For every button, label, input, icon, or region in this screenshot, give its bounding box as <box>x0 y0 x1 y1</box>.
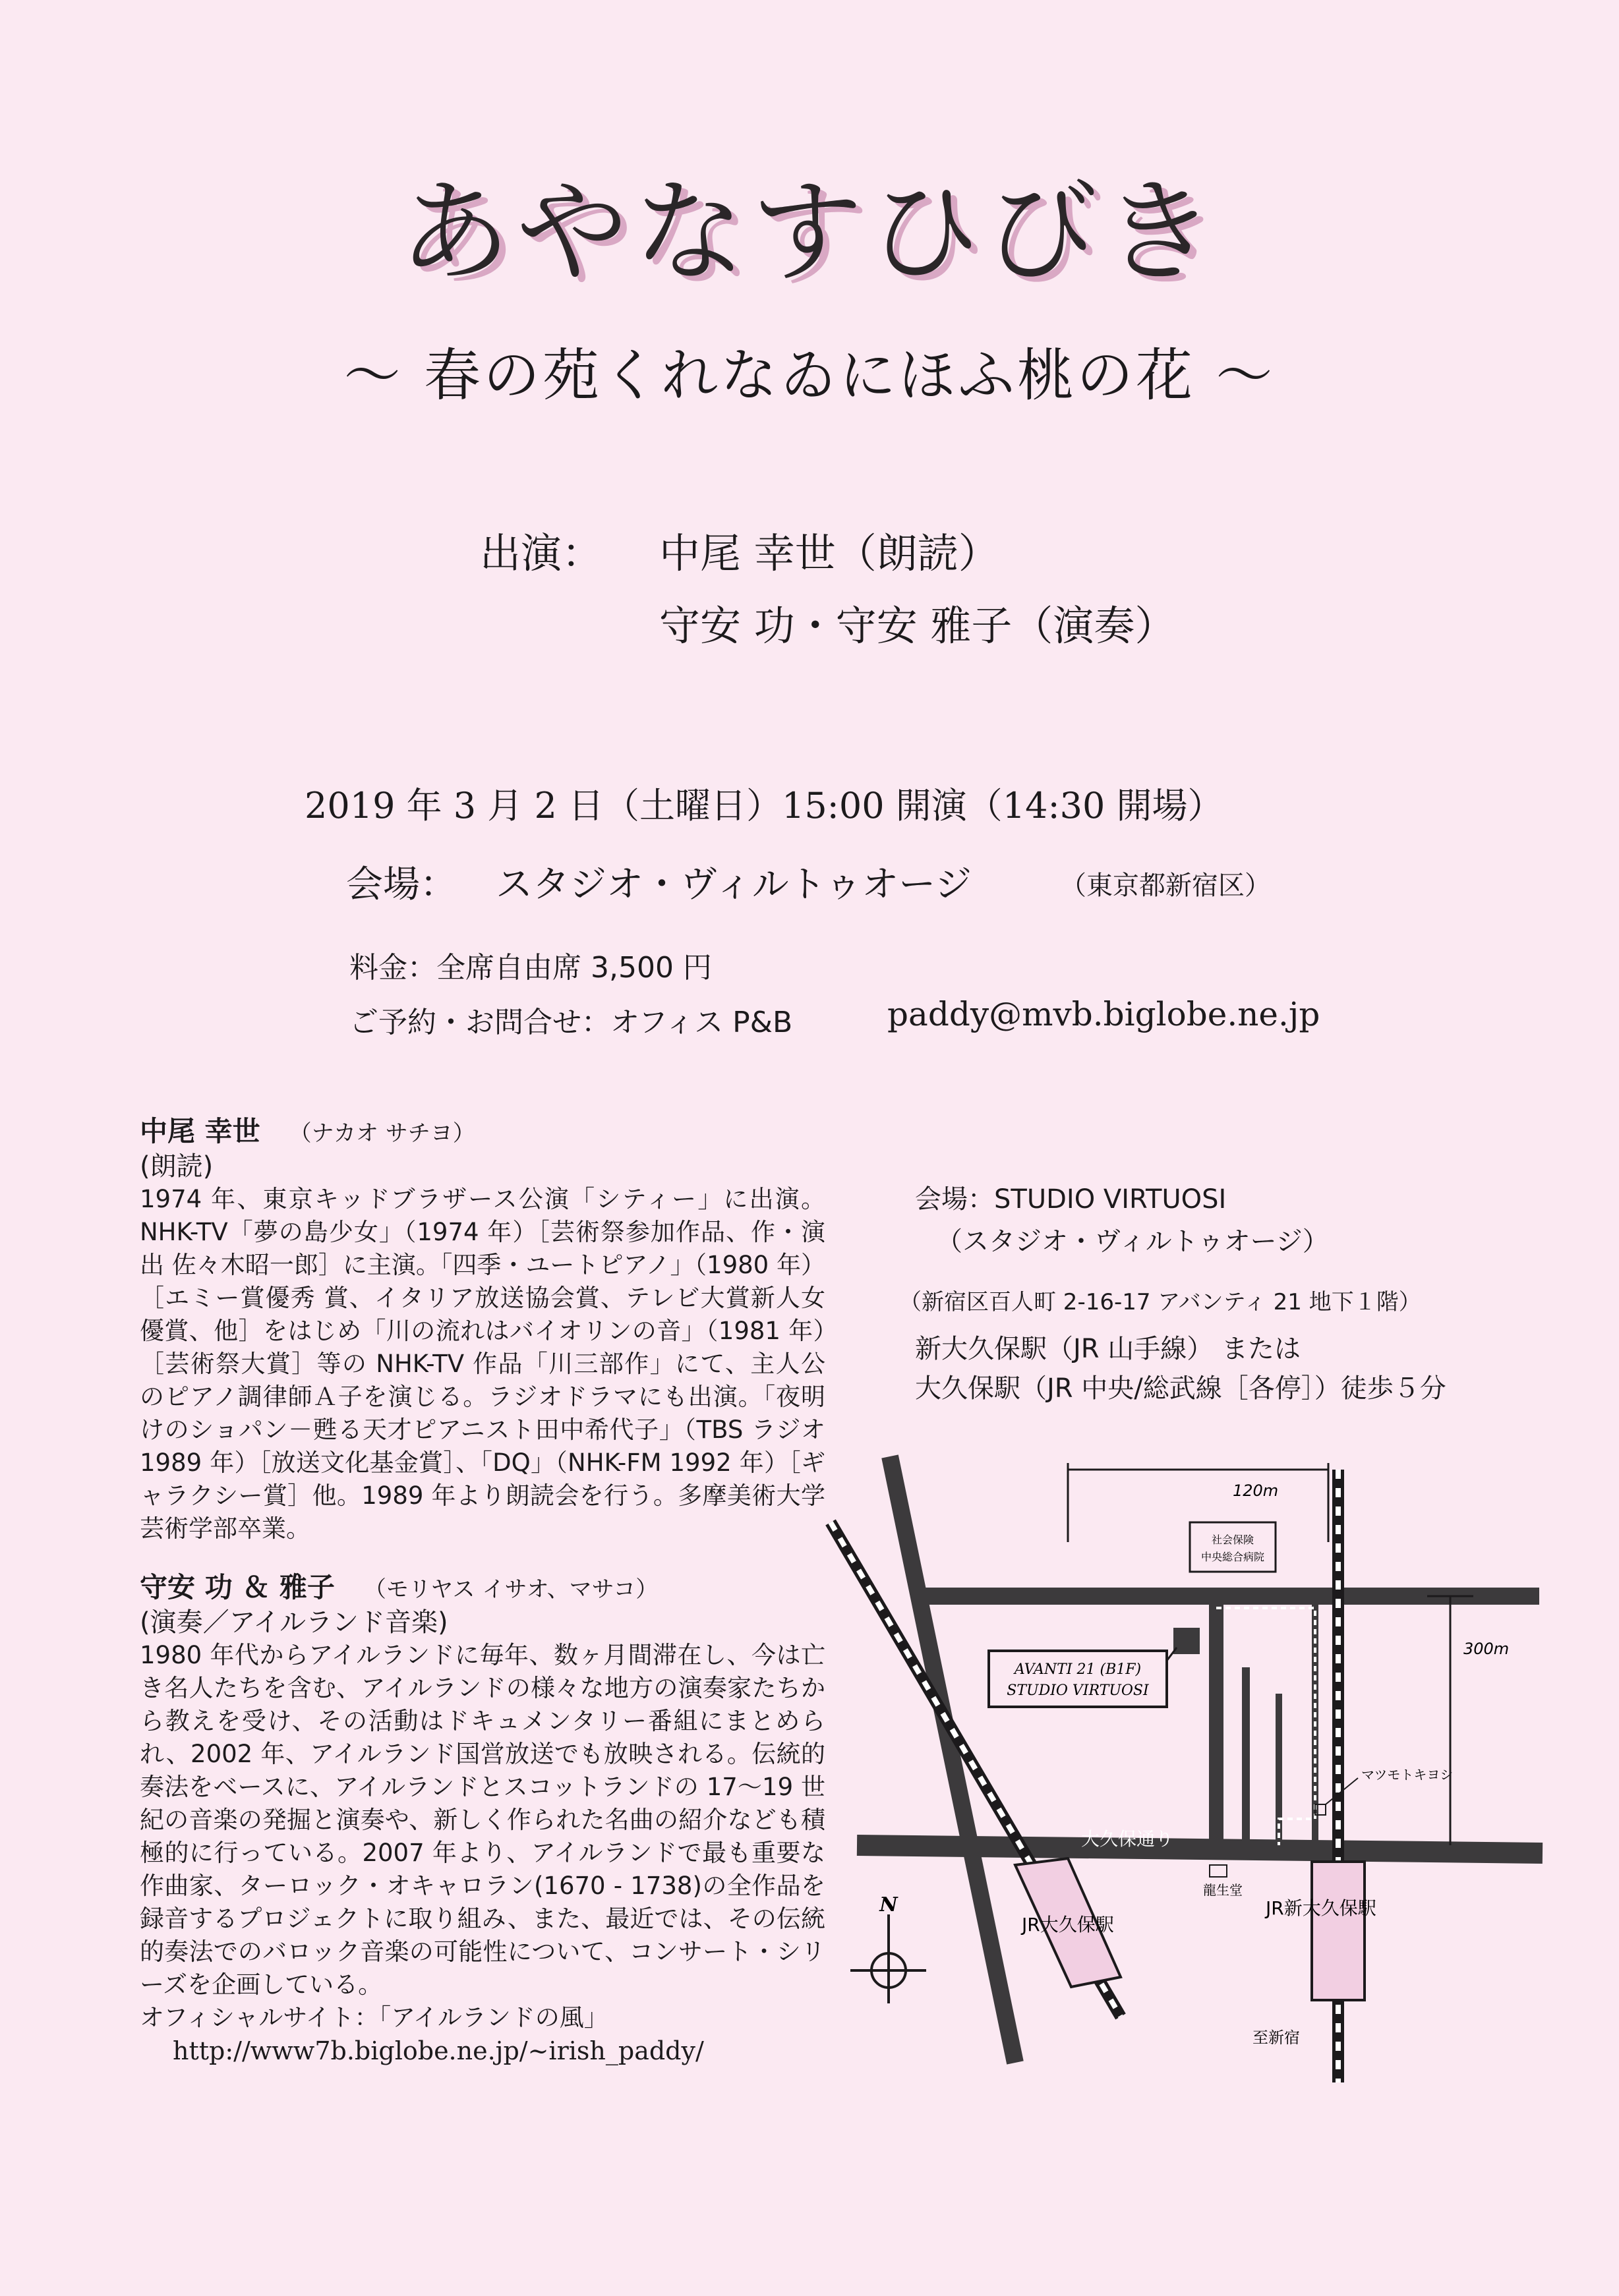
bio-kana: （ナカオ サチヨ） <box>289 1120 475 1147</box>
map-hospital-label-1: 社会保険 <box>1211 1534 1254 1546</box>
performer-line-1: 中尾 幸世（朗読） <box>659 529 999 577</box>
ticket-fee: 料金：全席自由席 3,500 円 <box>349 951 712 985</box>
bio-kana: （モリヤス イサオ、マサコ） <box>363 1576 659 1603</box>
map-ryuseido-marker <box>1210 1865 1227 1877</box>
map-hospital <box>1190 1522 1276 1572</box>
map-dimension-120m: 120m <box>1233 1481 1279 1500</box>
contact-email: paddy@mvb.biglobe.ne.jp <box>887 995 1320 1033</box>
bio-name: 守安 功 ＆ 雅子 <box>140 1571 335 1603</box>
venue-info-label: 会場：STUDIO VIRTUOSI <box>915 1184 1227 1215</box>
event-date: 2019 年 3 月 2 日（土曜日）15:00 開演（14:30 開場） <box>305 785 1223 826</box>
performer-line-2: 守安 功・守安 雅子（演奏） <box>659 602 1176 650</box>
bio-heading <box>140 1115 825 1150</box>
map-venue-label-1: AVANTI 21 (B1F) <box>1014 1661 1142 1678</box>
venue-info-kana: （スタジオ・ヴィルトゥオージ） <box>936 1226 1329 1257</box>
official-site-url[interactable]: http://www7b.biglobe.ne.jp/~irish_paddy/ <box>173 2036 704 2065</box>
bio-role: (演奏／アイルランド音楽) <box>140 1607 448 1638</box>
official-site-label: オフィシャルサイト：「アイルランドの風」 <box>140 2003 608 2032</box>
map-station-shin-okubo-label: JR新大久保駅 <box>1266 1897 1376 1919</box>
map-venue-label-2: STUDIO VIRTUOSI <box>1007 1682 1149 1699</box>
venue-label: 会場： <box>346 863 457 906</box>
map-venue-building <box>1173 1628 1200 1654</box>
map-walking-route <box>1216 1608 1315 1845</box>
page-title: あやなすひびき <box>398 167 1220 298</box>
map-okubo-street-label: 大久保通り <box>1081 1828 1174 1850</box>
bio-body: 1974 年、東京キッドブラザース公演「シティー」に出演。NHK-TV「夢の島少女」（1974 年）［芸術祭参加作品、作・演出 佐々木昭一郎］に主演。「四季・ユートピアノ」（1980 年）［エミー賞優秀 賞、イタリア放送協会賞、テレビ大賞新人女優賞、他］をはじめ「川の流れはバイオリンの音」（1981 年）［芸術祭大賞］等の NHK-TV 作品「川三部作」にて、主人公のピアノ調律師Ａ子を演じる。ラジオドラマにも出演。「夜明けのショパン－甦る天才ピアニスト田中希代子」（TBS ラジオ 1989 年）［放送文化基金賞］、「DQ」（NHK-FM 1992 年）［ギャラクシー賞］他。1989 年より朗読会を行う。多摩美術大学芸術学部卒業。 <box>140 1185 825 1543</box>
map-station-okubo-label: JR大久保駅 <box>1022 1914 1114 1936</box>
venue-location: （東京都新宿区） <box>1060 871 1271 901</box>
map-dimension-300m: 300m <box>1463 1640 1510 1658</box>
map-okubo-street <box>857 1845 1543 1853</box>
map-hospital-label-2: 中央総合病院 <box>1200 1551 1265 1563</box>
access-line-2: 大久保駅（JR 中央/総武線［各停］）徒歩５分 <box>915 1373 1446 1404</box>
page-subtitle: ～ 春の苑くれなゐにほふ桃の花 ～ <box>343 343 1276 409</box>
performers-label: 出演： <box>480 529 603 577</box>
bio-body: 1980 年代からアイルランドに毎年、数ヶ月間滞在し、今は亡き名人たちを含む、アイルランドの様々な地方の演奏家たちから教えを受け、その活動はドキュメンタリー番組にまとめられ、2002 年、アイルランド国営放送でも放映される。伝統的奏法をベースに、アイルランドとスコットランドの 17～19 世紀の音楽の発掘と演奏や、新しく作られた名曲の紹介なども積極的に行っている。2007 年より、アイルランドで最も重要な作曲家、ターロック・オキャロラン(1670 - 1738)の全作品を録音するプロジェクトに取り組み、また、最近では、その伝統的奏法でのバロック音楽の可能性について、コンサート・シリーズを企画している。 <box>140 1641 825 1999</box>
access-line-1: 新大久保駅（JR 山手線） または <box>915 1334 1301 1364</box>
bio-role: (朗読) <box>140 1151 214 1182</box>
map-to-shinjuku: 至新宿 <box>1252 2028 1300 2047</box>
bio-heading <box>140 1571 825 1606</box>
venue-map <box>817 1450 1556 2082</box>
bio-moriyasu <box>140 1571 825 2067</box>
contact-info: ご予約・お問合せ：オフィス P&B <box>349 1006 793 1039</box>
map-matsumoto-label: マツモトキヨシ <box>1361 1767 1454 1783</box>
bio-nakao <box>140 1115 825 1545</box>
map-station-shin-okubo <box>1312 1862 1365 2000</box>
venue-name: スタジオ・ヴィルトゥオージ <box>496 863 972 906</box>
bio-name: 中尾 幸世 <box>140 1115 260 1147</box>
map-ryuseido-label: 龍生堂 <box>1203 1882 1243 1898</box>
venue-address: （新宿区百人町 2-16-17 アバンティ 21 地下１階） <box>899 1289 1421 1315</box>
map-north-label: N <box>879 1893 898 1916</box>
